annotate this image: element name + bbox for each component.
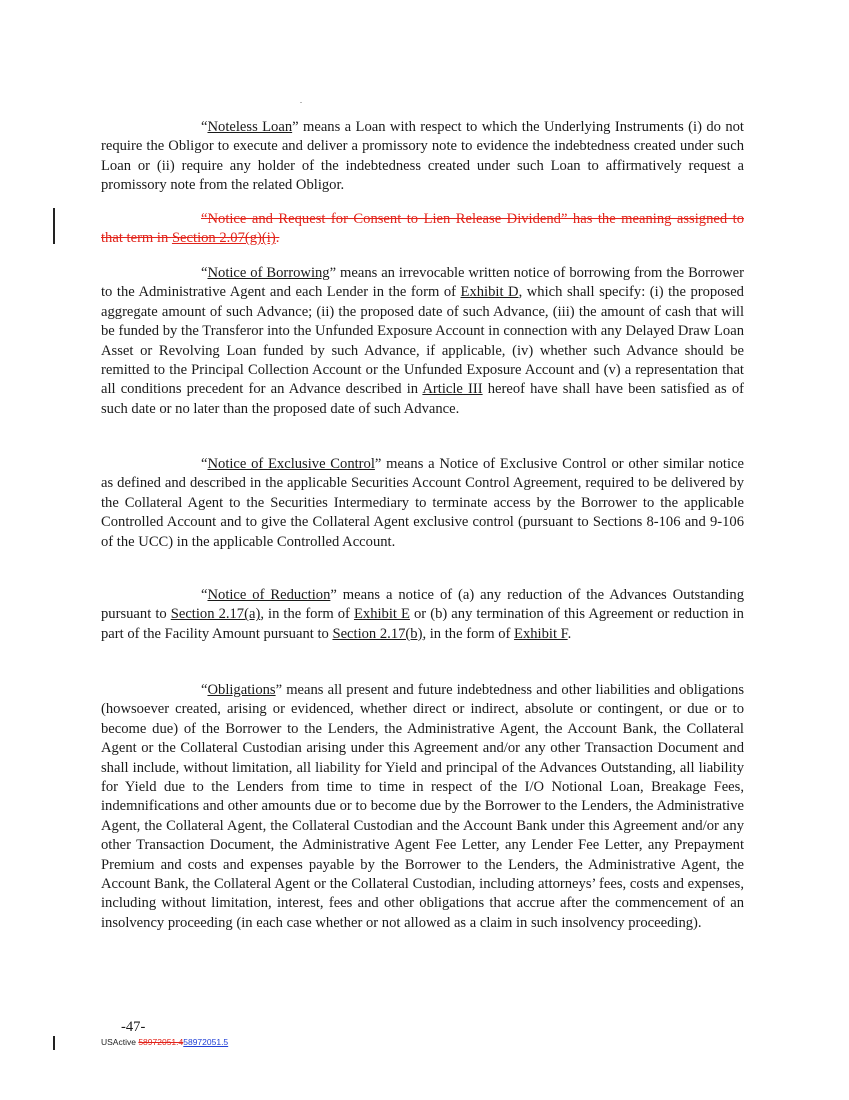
definition-obligations: “Obligations” means all present and future indebtedness and other liabilities and obligations (howsoever created, arising or evidenced, whether direct or indirect, absolute or contingent, or due or to become due) of the Borrower to the Lenders, the Administrative Agent, the Account Bank, the Collateral Agent or the Collateral Custodian arising under this Agreement and/or any other Transaction Document and shall include, without limitation, all liability for Yield and principal of the Advances Outstanding, all liability for Yield due to the Lenders from time to time in respect of the I/O Notional Loan, Breakage Fees, indemnifications and other amounts due or to become due by the Borrower to the Lenders, the Administrative Agent, the Collateral Agent, the Collateral Custodian and the Account Bank under this Agreement and/or any other Transaction Document, the Administrative Agent Fee Letter, any Lender Fee Letter, any Prepayment Premium and costs and expenses payable by the Borrower to the Lenders, the Administrative Agent, the Account Bank, the Collateral Agent or the Collateral Custodian, including attorneys’ fees, costs and expenses, including without limitation, interest, fees and other obligations that accrue after the commencement of an insolvency proceeding (in each case whether or not allowed as a claim in such insolvency proceeding).	[101, 682, 744, 931]
definition-notice-request-consent-deleted: “Notice and Request for Consent to Lien Release Dividend” has the meaning assigned to that term in Section 2.07(g)(i).	[101, 211, 744, 247]
definition-notice-exclusive-control: “Notice of Exclusive Control” means a Notice of Exclusive Control or other similar notice as defined and described in the applicable Securities Account Control Agreement, required to be delivered by the Collateral Agent to the Securities Intermediary to terminate access by the Borrower to the applicable Controlled Account and to give the Collateral Agent exclusive control (pursuant to Sections 8-106 and 9-106 of the UCC) in the applicable Controlled Account.	[101, 456, 744, 550]
section-reference: Section 2.17(a)	[170, 606, 261, 623]
change-bar	[53, 1036, 55, 1050]
article-reference: Article III	[422, 381, 483, 398]
section-reference: Section 2.17(b)	[332, 625, 423, 642]
document-footer	[101, 1037, 228, 1047]
page-number: -47-	[121, 1019, 146, 1035]
defined-term: Notice of Exclusive Control	[207, 456, 375, 472]
defined-term: Notice of Borrowing	[207, 265, 330, 281]
exhibit-reference: Exhibit D	[460, 284, 519, 301]
exhibit-reference: Exhibit F	[514, 625, 568, 642]
defined-term: Notice of Reduction	[207, 587, 331, 603]
section-reference: Section 2.07(g)(i)	[171, 230, 276, 247]
footer-new-doc-id: 58972051.5	[183, 1037, 229, 1047]
change-bar	[53, 208, 55, 244]
definition-notice-of-borrowing: “Notice of Borrowing” means an irrevocable written notice of borrowing from the Borrower to the Administrative Agent and each Lender in the form of Exhibit D, which shall specify: (i) the proposed aggregate amount of such Advance; (ii) the proposed date of such Advance, (iii) the amount of cash that will be funded by the Transferor into the Unfunded Exposure Account in connection with any Delayed Draw Loan Asset or Revolving Loan funded by such Advance, if applicable, (iv) whether such Advance should be remitted to the Principal Collection Account or the Unfunded Exposure Account and (v) a representation that all conditions precedent for an Advance described in Article III hereof have shall have been satisfied as of such date or no later than the proposed date of such Advance.	[101, 265, 744, 417]
defined-term: Noteless Loan	[207, 119, 293, 135]
exhibit-reference: Exhibit E	[353, 606, 410, 623]
footer-old-doc-id: 58972051.4	[138, 1037, 184, 1047]
definition-noteless-loan: “Noteless Loan” means a Loan with respect to which the Underlying Instruments (i) do not require the Obligor to execute and deliver a promissory note to evidence the indebtedness created under such Loan or (ii) require any holder of the indebtedness created under such Loan to affirmatively request a promissory note from the related Obligor.	[101, 119, 744, 194]
footer-prefix: USActive	[101, 1037, 139, 1047]
definition-notice-of-reduction: “Notice of Reduction” means a notice of (a) any reduction of the Advances Outstanding pursuant to Section 2.17(a), in the form of Exhibit E or (b) any termination of this Agreement or reduction in part of the Facility Amount pursuant to Section 2.17(b), in the form of Exhibit F.	[101, 587, 744, 642]
page-marker: .	[300, 96, 302, 105]
defined-term: Obligations	[207, 682, 276, 698]
